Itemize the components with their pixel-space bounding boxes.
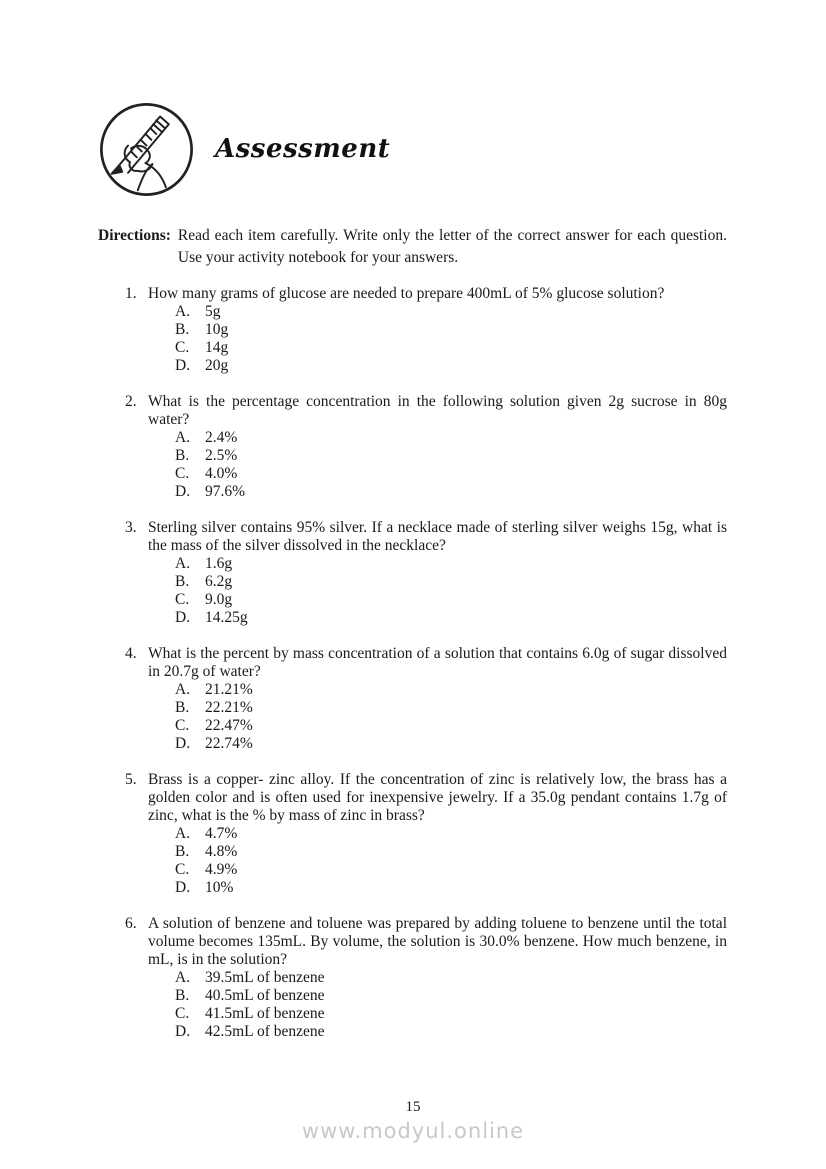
option-text: 10%	[205, 879, 234, 896]
question-number: 1.	[125, 285, 137, 302]
option-item	[175, 987, 727, 1005]
option-text: 1.6g	[205, 555, 233, 572]
question-number: 3.	[125, 519, 137, 536]
option-item	[175, 591, 727, 609]
option-text: 41.5mL of benzene	[205, 1005, 325, 1022]
option-letter: D.	[175, 609, 191, 626]
options-list	[175, 681, 727, 753]
option-letter: B.	[175, 987, 190, 1004]
options-list	[175, 969, 727, 1041]
question-item	[98, 915, 727, 1041]
option-letter: A.	[175, 303, 191, 320]
option-text: 14g	[205, 339, 229, 356]
option-item	[175, 861, 727, 879]
option-text: 4.7%	[205, 825, 238, 842]
option-item	[175, 303, 727, 321]
option-text: 21.21%	[205, 681, 253, 698]
option-text: 40.5mL of benzene	[205, 987, 325, 1004]
question-text: How many grams of glucose are needed to prepare 400mL of 5% glucose solution?	[148, 285, 665, 302]
option-letter: B.	[175, 447, 190, 464]
option-text: 22.47%	[205, 717, 253, 734]
option-letter: A.	[175, 969, 191, 986]
option-letter: B.	[175, 699, 190, 716]
option-letter: B.	[175, 321, 190, 338]
option-text: 10g	[205, 321, 229, 338]
option-letter: D.	[175, 357, 191, 374]
option-text: 42.5mL of benzene	[205, 1023, 325, 1040]
option-item	[175, 1023, 727, 1041]
option-letter: C.	[175, 717, 190, 734]
option-text: 2.5%	[205, 447, 238, 464]
option-text: 4.8%	[205, 843, 238, 860]
options-list	[175, 303, 727, 375]
question-text: Sterling silver contains 95% silver. If a necklace made of sterling silver weighs 15g, what is the mass of the silver dissolved in the necklace?	[148, 519, 727, 554]
question-item	[98, 645, 727, 753]
option-letter: A.	[175, 681, 191, 698]
question-number: 4.	[125, 645, 137, 662]
option-letter: B.	[175, 573, 190, 590]
option-letter: C.	[175, 591, 190, 608]
option-text: 5g	[205, 303, 221, 320]
question-item	[98, 285, 727, 375]
directions	[98, 225, 727, 269]
option-letter: C.	[175, 861, 190, 878]
question-item	[98, 519, 727, 627]
option-letter: D.	[175, 1023, 191, 1040]
question-text: A solution of benzene and toluene was prepared by adding toluene to benzene until the total volume becomes 135mL. By volume, the solution is 30.0% benzene. How much benzene, in mL, is in the solution?	[148, 915, 727, 968]
option-text: 20g	[205, 357, 229, 374]
option-text: 22.74%	[205, 735, 253, 752]
option-text: 14.25g	[205, 609, 248, 626]
page-number: 15	[405, 1099, 421, 1115]
option-item	[175, 879, 727, 897]
watermark: www.modyul.online	[301, 1119, 525, 1143]
option-item	[175, 699, 727, 717]
option-letter: A.	[175, 429, 191, 446]
option-letter: C.	[175, 1005, 190, 1022]
options-list	[175, 825, 727, 897]
question-number: 5.	[125, 771, 137, 788]
option-item	[175, 969, 727, 987]
option-letter: C.	[175, 339, 190, 356]
option-text: 9.0g	[205, 591, 233, 608]
option-item	[175, 843, 727, 861]
option-text: 4.0%	[205, 465, 238, 482]
writing-hand-icon	[98, 101, 195, 198]
option-text: 4.9%	[205, 861, 238, 878]
option-item	[175, 735, 727, 753]
questions-list	[98, 285, 727, 1041]
footer	[0, 1099, 826, 1143]
question-number: 6.	[125, 915, 137, 932]
option-item	[175, 1005, 727, 1023]
page-title: Assessment	[215, 134, 391, 164]
option-text: 22.21%	[205, 699, 253, 716]
directions-text: Read each item carefully. Write only the letter of the correct answer for each question. Use your activity notebook for your answers.	[177, 227, 727, 266]
option-letter: A.	[175, 555, 191, 572]
question-text: What is the percent by mass concentration of a solution that contains 6.0g of sugar dissolved in 20.7g of water?	[148, 645, 727, 680]
option-letter: B.	[175, 843, 190, 860]
question-text: Brass is a copper- zinc alloy. If the concentration of zinc is relatively low, the brass has a golden color and is often used for inexpensive jewelry. If a 35.0g pendant contains 1.7g of zinc, what is the % by mass of zinc in brass?	[148, 771, 727, 824]
option-item	[175, 429, 727, 447]
option-item	[175, 357, 727, 375]
option-item	[175, 339, 727, 357]
option-letter: D.	[175, 735, 191, 752]
header	[98, 100, 727, 198]
option-text: 97.6%	[205, 483, 246, 500]
directions-label: Directions:	[98, 227, 171, 244]
option-item	[175, 321, 727, 339]
option-text: 2.4%	[205, 429, 238, 446]
option-item	[175, 555, 727, 573]
question-number: 2.	[125, 393, 137, 410]
question-item	[98, 771, 727, 897]
option-letter: A.	[175, 825, 191, 842]
question-text: What is the percentage concentration in the following solution given 2g sucrose in 80g water?	[148, 393, 727, 428]
option-item	[175, 573, 727, 591]
option-letter: C.	[175, 465, 190, 482]
option-item	[175, 447, 727, 465]
question-item	[98, 393, 727, 501]
option-item	[175, 717, 727, 735]
option-item	[175, 483, 727, 501]
options-list	[175, 555, 727, 627]
option-text: 39.5mL of benzene	[205, 969, 325, 986]
option-text: 6.2g	[205, 573, 233, 590]
option-letter: D.	[175, 483, 191, 500]
options-list	[175, 429, 727, 501]
option-item	[175, 825, 727, 843]
option-letter: D.	[175, 879, 191, 896]
option-item	[175, 609, 727, 627]
option-item	[175, 681, 727, 699]
option-item	[175, 465, 727, 483]
